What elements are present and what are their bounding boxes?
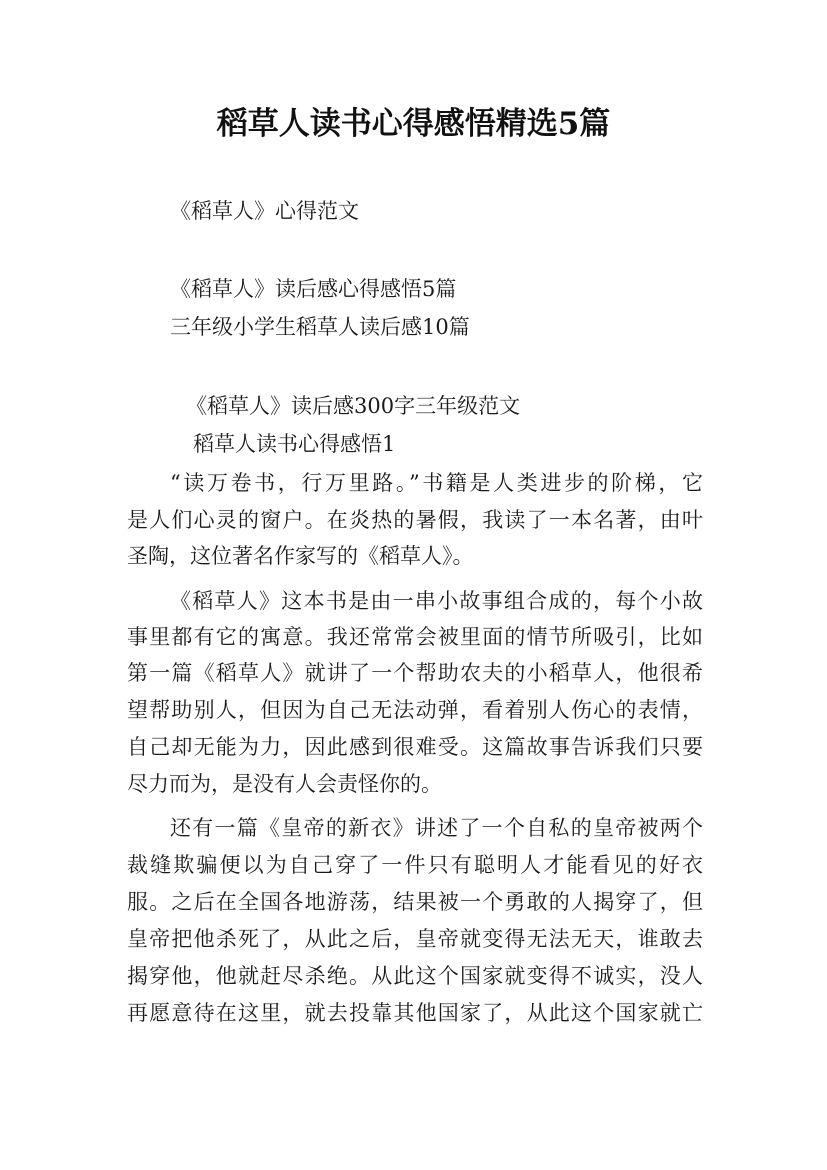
paragraph-3-line-5: 揭穿他，他就赶尽杀绝。从此这个国家就变得不诚实，没人 [127, 964, 703, 988]
paragraph-2-line-4: 望帮助别人，但因为自己无法动弹，看着别人伤心的表情， [127, 698, 703, 722]
related-link-3[interactable]: 三年级小学生稻草人读后感10篇 [170, 315, 470, 339]
paragraph-2-line-3: 第一篇《稻草人》就讲了一个帮助农夫的小稻草人，他很希 [127, 661, 703, 685]
paragraph-1-line-1: “读万卷书，行万里路。”书籍是人类进步的阶梯，它 [170, 471, 703, 495]
related-link-1[interactable]: 《稻草人》心得范文 [170, 199, 359, 223]
paragraph-3-line-6: 再愿意待在这里，就去投靠其他国家了，从此这个国家就亡 [127, 1001, 703, 1025]
paragraph-3-line-1: 还有一篇《皇帝的新衣》讲述了一个自私的皇帝被两个 [170, 816, 703, 840]
paragraph-3-line-4: 皇帝把他杀死了，从此之后，皇帝就变得无法无天，谁敢去 [127, 927, 703, 951]
paragraph-3-line-3: 服。之后在全国各地游荡，结果被一个勇敢的人揭穿了，但 [127, 890, 703, 914]
document-title: 稻草人读书心得感悟精选5篇 [216, 106, 611, 142]
related-link-2[interactable]: 《稻草人》读后感心得感悟5篇 [170, 277, 457, 301]
paragraph-2-line-1: 《稻草人》这本书是由一串小故事组合成的，每个小故 [170, 589, 703, 613]
paragraph-1-line-2: 是人们心灵的窗户。在炎热的暑假，我读了一本名著，由叶 [127, 508, 703, 532]
paragraph-2-line-5: 自己却无能为力，因此感到很难受。这篇故事告诉我们只要 [127, 735, 703, 759]
paragraph-2-line-6: 尽力而为，是没有人会责怪你的。 [127, 772, 442, 796]
paragraph-2-line-2: 事里都有它的寓意。我还常常会被里面的情节所吸引，比如 [127, 625, 703, 649]
paragraph-1-line-3: 圣陶，这位著名作家写的《稻草人》。 [127, 544, 474, 568]
paragraph-3-line-2: 裁缝欺骗便以为自己穿了一件只有聪明人才能看见的好衣 [127, 853, 703, 877]
section-heading: 稻草人读书心得感悟1 [193, 432, 396, 456]
related-link-4[interactable]: 《稻草人》读后感300字三年级范文 [186, 394, 521, 418]
